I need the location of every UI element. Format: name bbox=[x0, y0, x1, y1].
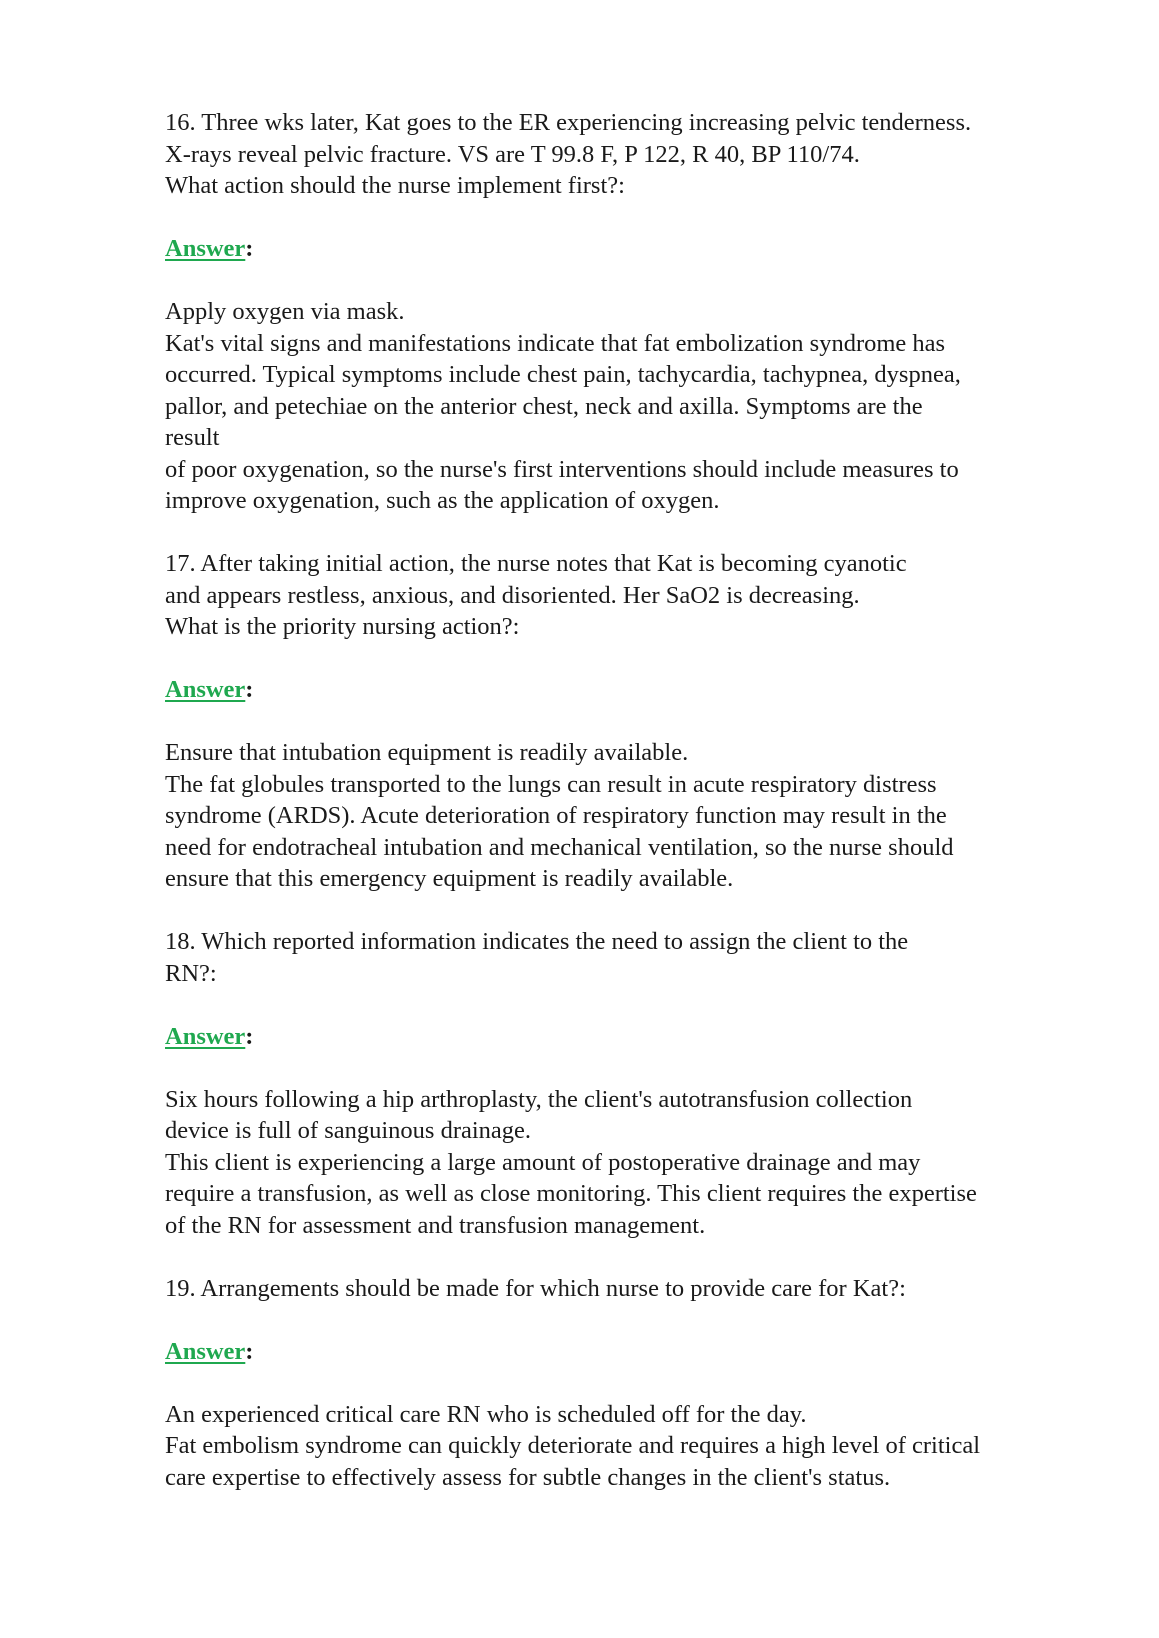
question-block-19 bbox=[165, 1273, 1095, 1494]
answer-17-line-3: syndrome (ARDS). Acute deterioration of respiratory function may result in the bbox=[165, 802, 947, 829]
answer-16-line-1: Apply oxygen via mask. bbox=[165, 298, 405, 325]
answer-16-line-6: of poor oxygenation, so the nurse's first interventions should include measures to bbox=[165, 455, 959, 483]
question-block-16 bbox=[165, 107, 1095, 548]
question-19-line-1: 19. Arrangements should be made for which nurse to provide care for Kat?: bbox=[165, 1274, 906, 1302]
answer-colon: : bbox=[245, 235, 254, 262]
answer-17-line-4: need for endotracheal intubation and mechanical ventilation, so the nurse should bbox=[165, 833, 954, 861]
question-block-18 bbox=[165, 926, 1095, 1273]
answer-18-line-4: require a transfusion, as well as close monitoring. This client requires the expertise bbox=[165, 1180, 977, 1207]
answer-16-line-3: occurred. Typical symptoms include chest pain, tachycardia, tachypnea, dyspnea, bbox=[165, 361, 961, 388]
answer-16-line-4: pallor, and petechiae on the anterior chest, neck and axilla. Symptoms are the bbox=[165, 392, 923, 420]
answer-colon: : bbox=[245, 1337, 254, 1365]
answer-heading-18 bbox=[165, 1021, 1095, 1053]
answer-label: Answer bbox=[165, 676, 246, 703]
spacer bbox=[165, 1367, 1095, 1399]
answer-16-line-5: result bbox=[165, 424, 220, 451]
answer-18-line-3: This client is experiencing a large amount of postoperative drainage and may bbox=[165, 1148, 921, 1176]
answer-heading-17 bbox=[165, 674, 1095, 706]
question-16-line-1: 16. Three wks later, Kat goes to the ER experiencing increasing pelvic tenderness. bbox=[165, 109, 972, 136]
question-16-line-3: What action should the nurse implement first?: bbox=[165, 172, 625, 199]
spacer bbox=[165, 1052, 1095, 1084]
spacer bbox=[165, 1241, 1095, 1273]
spacer bbox=[165, 895, 1095, 927]
question-18-line-2: RN?: bbox=[165, 959, 217, 987]
answer-19-line-1: An experienced critical care RN who is scheduled off for the day. bbox=[165, 1400, 807, 1428]
answer-18-line-2: device is full of sanguinous drainage. bbox=[165, 1117, 532, 1144]
answer-19-line-2: Fat embolism syndrome can quickly deteriorate and requires a high level of critical bbox=[165, 1432, 981, 1459]
answer-16-line-2: Kat's vital signs and manifestations indicate that fat embolization syndrome has bbox=[165, 329, 946, 357]
question-17-line-2: and appears restless, anxious, and disoriented. Her SaO2 is decreasing. bbox=[165, 581, 860, 609]
answer-18-line-1: Six hours following a hip arthroplasty, the client's autotransfusion collection bbox=[165, 1085, 913, 1113]
answer-17-line-2: The fat globules transported to the lungs can result in acute respiratory distress bbox=[165, 770, 937, 798]
answer-heading-16 bbox=[165, 233, 1095, 265]
question-17-line-1: 17. After taking initial action, the nurse notes that Kat is becoming cyanotic bbox=[165, 550, 907, 577]
answer-18-line-5: of the RN for assessment and transfusion management. bbox=[165, 1211, 706, 1239]
question-block-17 bbox=[165, 548, 1095, 926]
question-16-line-2: X-rays reveal pelvic fracture. VS are T 99.8 F, P 122, R 40, BP 110/74. bbox=[165, 140, 860, 168]
answer-16-line-7: improve oxygenation, such as the application of oxygen. bbox=[165, 487, 720, 514]
spacer bbox=[165, 202, 1095, 234]
document-page bbox=[165, 107, 1095, 1493]
question-18-line-1: 18. Which reported information indicates the need to assign the client to the bbox=[165, 928, 909, 955]
question-17-line-3: What is the priority nursing action?: bbox=[165, 613, 520, 640]
answer-label: Answer bbox=[165, 1022, 246, 1050]
answer-colon: : bbox=[245, 1022, 254, 1050]
answer-colon: : bbox=[245, 676, 254, 703]
spacer bbox=[165, 706, 1095, 738]
spacer bbox=[165, 265, 1095, 297]
answer-label: Answer bbox=[165, 1337, 246, 1365]
answer-label: Answer bbox=[165, 235, 246, 262]
spacer bbox=[165, 989, 1095, 1021]
spacer bbox=[165, 643, 1095, 675]
spacer bbox=[165, 1304, 1095, 1336]
spacer bbox=[165, 517, 1095, 549]
answer-19-line-3: care expertise to effectively assess for subtle changes in the client's status. bbox=[165, 1463, 891, 1491]
answer-17-line-5: ensure that this emergency equipment is readily available. bbox=[165, 865, 734, 892]
answer-17-line-1: Ensure that intubation equipment is readily available. bbox=[165, 739, 689, 766]
answer-heading-19 bbox=[165, 1336, 1095, 1368]
